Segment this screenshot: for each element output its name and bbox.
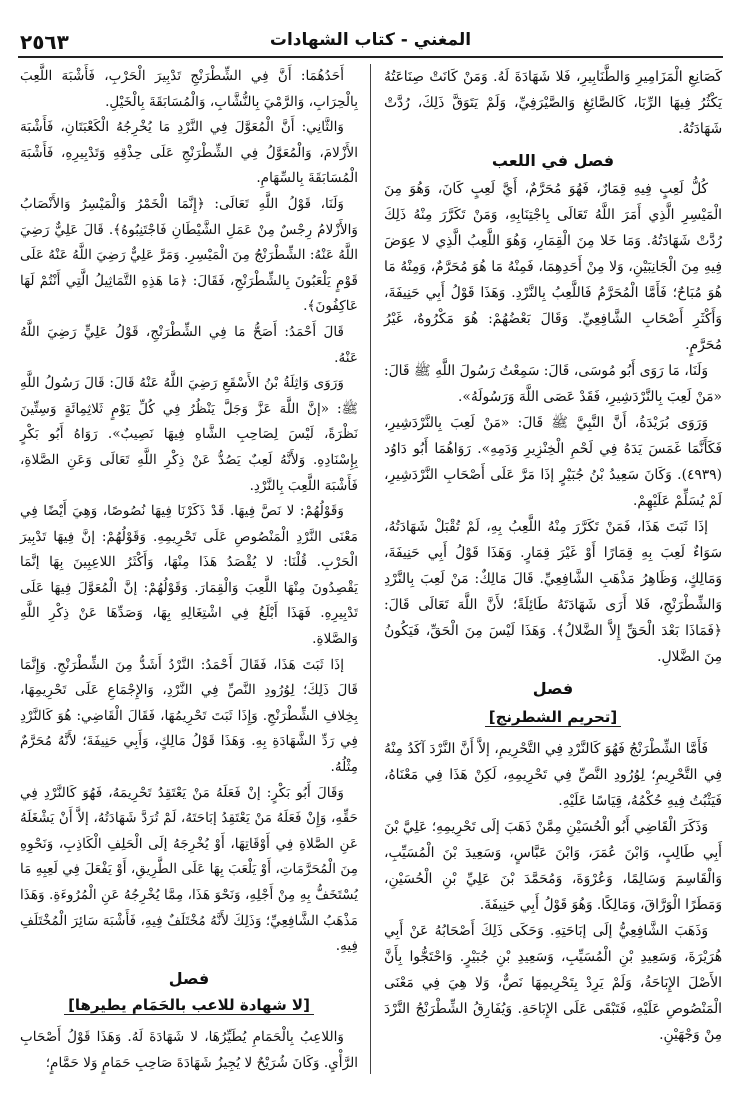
- section-subheading-text: [لا شهادة للاعب بالحَمَام يطيرها]: [64, 996, 314, 1015]
- section-subheading-text: [تحريم الشطرنج]: [485, 708, 622, 727]
- column-divider: [370, 64, 371, 1074]
- section-heading: فصل في اللعب: [491, 151, 615, 170]
- section-heading: فصل: [168, 968, 210, 988]
- paragraph: وَذَهَبَ الشَّافِعِيُّ إلَى إبَاحَتِهِ. وَحَكَى ذَلِكَ أَصْحَابُهُ عَنْ أَبِي هُرَيْرَةَ، وَسَعِيدِ بْنِ الْمُسَيِّبِ، وَسَعِيدِ بْنِ جُبَيْرٍ. وَاحْتَجُّوا بِأَنَّ الأَصْلَ الإِبَاحَةُ، وَلَمْ يَرِدْ بِتَحْرِيمِهَا نَصٌّ، وَلا هِيَ فِي مَعْنَى الْمَنْصُوصِ عَلَيْهِ، فَتَبْقَى عَلَى الإِبَاحَةِ. وَيُفَارِقُ الشِّطْرَنْجُ النَّرْدَ مِنْ وَجْهَيْنِ.: [384, 923, 722, 1043]
- paragraph: وَقَوْلُهُمْ: لا نَصَّ فِيهَا. قَدْ ذَكَرْنَا فِيهَا نُصُوصًا، وَهِيَ أَيْضًا فِي مَعْنَى النَّرْدِ الْمَنْصُوصِ عَلَى تَحْرِيمِهِ. وَقَوْلُهُمْ: إنَّ فِيهَا تَدْبِيرَ الْحَرْبِ. قُلْنَا: لا يُقْصَدُ هَذَا مِنْهَا، وَأَكْثَرُ اللاعِبِينَ بِهَا إنَّمَا يَقْصِدُونَ مِنْهَا اللَّعِبَ وَالْقِمَارَ. وَقَوْلُهُمْ: إنَّ الْمُعَوَّلَ فِيهَا عَلَى تَدْبِيرِهِ. فَهَذَا أَبْلَغُ فِي اشْتِغَالِهِ بِهَا، وَصَدِّهَا عَنْ ذِكْرِ اللَّهِ وَالصَّلاةِ.: [20, 503, 358, 648]
- paragraph: وَالثَّانِي: أَنَّ الْمُعَوَّلَ فِي النَّرْدِ مَا يُخْرِجُهُ الْكَعْبَتَانِ، فَأَشْبَهَ الأَزْلامَ، وَالْمُعَوَّلُ فِي الشِّطْرَنْجِ عَلَى حِذْقِهِ وَتَدْبِيرِهِ، فَأَشْبَهَ الْمُسَابَقَةَ بِالسِّهَامِ.: [20, 119, 358, 187]
- section-subheading: [20, 993, 358, 1019]
- paragraph: وَاللاعِبُ بِالْحَمَامِ يُطَيِّرُهَا، لا شَهَادَةَ لَهُ. وَهَذَا قَوْلُ أَصْحَابِ الرَّأْيِ. وَكَانَ شُرَيْحٌ لا يُجِيزُ شَهَادَةَ صَاحِبِ حَمَامٍ وَلا حَمَّامٍ؛: [20, 1028, 358, 1071]
- paragraph: قَالَ أَحْمَدُ: أَصَحُّ مَا فِي الشِّطْرَنْجِ، قَوْلُ عَلِيٍّ رَضِيَ اللَّهُ عَنْهُ.: [20, 323, 358, 366]
- paragraph: أَحَدُهُمَا: أَنَّ فِي الشِّطْرَنْجِ تَدْبِيرَ الْحَرْبِ، فَأَشْبَهَ اللَّعِبَ بِالْحِرَابِ، وَالرَّمْيَ بِالنُّشَّابِ، وَالْمُسَابَقَةَ بِالْخَيْلِ.: [20, 68, 358, 110]
- paragraph: إذَا ثَبَتَ هَذَا، فَقَالَ أَحْمَدُ: النَّرْدُ أَشَدُّ مِنَ الشِّطْرَنْجِ. وَإِنَّمَا قَالَ ذَلِكَ؛ لِوُرُودِ النَّصِّ فِي النَّرْدِ، وَالإِجْمَاعِ عَلَى تَحْرِيمِهَا، بِخِلافِ الشِّطْرَنْجِ. وَإِذَا ثَبَتَ تَحْرِيمُهَا، فَقَالَ الْقَاضِي: هُوَ كَالنَّرْدِ فِي رَدِّ الشَّهَادَةِ بِهِ. وَهَذَا قَوْلُ مَالِكٍ، وَأَبِي حَنِيفَةَ؛ لأَنَّهُ مُحَرَّمٌ مِثْلُهُ.: [20, 656, 358, 776]
- running-title: المغني - كتاب الشهادات: [269, 30, 472, 50]
- paragraph: وَلَنَا، مَا رَوَى أَبُو مُوسَى، قَالَ: سَمِعْتُ رَسُولَ اللَّهِ ﷺ قَالَ: «مَنْ لَعِبَ بِالنَّرْدَشِيرِ، فَقَدْ عَصَى اللَّهَ وَرَسُولَهُ».: [384, 363, 722, 405]
- paragraph: وَذَكَرَ الْقَاضِي أَبُو الْحُسَيْنِ مِمَّنْ ذَهَبَ إلَى تَحْرِيمِهِ؛ عَلِيَّ بْنَ أَبِي طَالِبٍ، وَابْنَ عُمَرَ، وَابْنَ عَبَّاسٍ، وَسَعِيدَ بْنَ الْمُسَيِّبِ، وَالْقَاسِمَ وَسَالِمًا، وَعُرْوَةَ، وَمُحَمَّدَ بْنَ عَلِيِّ بْنِ الْحُسَيْنِ، وَمَطَرًا الْوَرَّاقَ، وَمَالِكًا. وَهُوَ قَوْلُ أَبِي حَنِيفَةَ.: [384, 819, 722, 913]
- paragraph: فَأَمَّا الشِّطْرَنْجُ فَهُوَ كَالنَّرْدِ فِي التَّحْرِيمِ، إلاَّ أَنَّ النَّرْدَ آكَدُ مِنْهُ فِي التَّحْرِيمِ؛ لِوُرُودِ النَّصِّ فِي تَحْرِيمِهِ، لَكِنْ هَذَا فِي مَعْنَاهُ، فَيَثْبُتُ فِيهِ حُكْمُهُ، قِيَاسًا عَلَيْهِ.: [384, 741, 722, 809]
- page-number: ٢٥٦٣: [20, 30, 69, 54]
- paragraph: كُلُّ لَعِبٍ فِيهِ قِمَارٌ، فَهُوَ مُحَرَّمٌ، أَيَّ لَعِبٍ كَانَ، وَهُوَ مِنَ الْمَيْسِرِ الَّذِي أَمَرَ اللَّهُ تَعَالَى بِاجْتِنَابِهِ، وَمَنْ تَكَرَّرَ مِنْهُ ذَلِكَ رُدَّتْ شَهَادَتُهُ. وَمَا خَلا مِنَ الْقِمَارِ، وَهُوَ اللَّعِبُ الَّذِي لا عِوَضَ فِيهِ مِنَ الْجَانِبَيْنِ، وَلا مِنْ أَحَدِهِمَا، فَمِنْهُ مَا هُوَ مُحَرَّمٌ، وَمِنْهُ مَا هُوَ مُبَاحٌ؛ فَأَمَّا الْمُحَرَّمُ فَاللَّعِبُ بِالنَّرْدِ. وَهَذَا قَوْلُ أَبِي حَنِيفَةَ، وَأَكْثَرِ أَصْحَابِ الشَّافِعِيِّ. وَقَالَ بَعْضُهُمْ: هُوَ مَكْرُوهٌ، غَيْرُ مُحَرَّمٍ.: [384, 181, 722, 353]
- right-column: [384, 64, 722, 1048]
- paragraph: وَلَنَا، قَوْلُ اللَّهِ تَعَالَى: ﴿إِنَّمَا الْخَمْرُ وَالْمَيْسِرُ وَالأَنْصَابُ وَالأَزْلامُ رِجْسٌ مِنْ عَمَلِ الشَّيْطَانِ فَاجْتَنِبُوهُ﴾. قَالَ عَلِيٌّ رَضِيَ اللَّهُ عَنْهُ: الشِّطْرَنْجُ مِنَ الْمَيْسِرِ. وَمَرَّ عَلِيٌّ رَضِيَ اللَّهُ عَنْهُ عَلَى قَوْمٍ يَلْعَبُونَ بِالشِّطْرَنْجِ، فَقَالَ: ﴿مَا هَذِهِ التَّمَاثِيلُ الَّتِي أَنْتُمْ لَهَا عَاكِفُونَ﴾.: [20, 195, 358, 315]
- page-header: [18, 26, 723, 58]
- paragraph: وَرَوَى بُرَيْدَةُ، أَنَّ النَّبِيَّ ﷺ قَالَ: «مَنْ لَعِبَ بِالنَّرْدَشِيرِ، فَكَأَنَّمَا غَمَسَ يَدَهُ فِي لَحْمِ الْخِنْزِيرِ وَدَمِهِ». رَوَاهُمَا أَبُو دَاوُد (٤٩٣٩). وَكَانَ سَعِيدُ بْنُ جُبَيْرٍ إذَا مَرَّ عَلَى أَصْحَابِ النَّرْدَشِيرِ، لَمْ يُسَلِّمْ عَلَيْهِمْ.: [384, 415, 722, 509]
- paragraph: وَقَالَ أَبُو بَكْرٍ: إنْ فَعَلَهُ مَنْ يَعْتَقِدُ تَحْرِيمَهُ، فَهُوَ كَالنَّرْدِ فِي حَقِّهِ، وَإِنْ فَعَلَهُ مَنْ يَعْتَقِدُ إبَاحَتَهُ، لَمْ تُرَدَّ شَهَادَتُهُ، إلاَّ أَنْ يَشْغَلَهُ عَنِ الصَّلاةِ فِي أَوْقَاتِهَا، أَوْ يُخْرِجَهُ إلَى الْحَلِفِ الْكَاذِبِ، وَنَحْوِهِ مِنَ الْمُحَرَّمَاتِ، أَوْ يَلْعَبَ بِهَا عَلَى الطَّرِيقِ، أَوْ يَفْعَلَ فِي لَعِبِهِ مَا يُسْتَخَفُّ بِهِ مِنْ أَجْلِهِ، وَنَحْوَ هَذَا، مِمَّا يُخْرِجُهُ عَنِ الْمُرُوءَةِ. وَهَذَا مَذْهَبُ الشَّافِعِيِّ؛ وَذَلِكَ لأَنَّهُ مُخْتَلَفٌ فِيهِ، فَأَشْبَهَ سَائِرَ الْمُخْتَلَفِ فِيهِ.: [20, 784, 358, 955]
- section-subheading: [384, 704, 722, 730]
- section-heading: فصل: [532, 679, 574, 698]
- left-column: [20, 64, 358, 1076]
- paragraph: وَرَوَى وَاثِلَةُ بْنُ الأَسْقَعِ رَضِيَ اللَّهُ عَنْهُ قَالَ: قَالَ رَسُولُ اللَّهِ ﷺ: «إنَّ اللَّهَ عَزَّ وَجَلَّ يَنْظُرُ فِي كُلِّ يَوْمٍ ثَلاثِمِائَةٍ وَسِتِّينَ نَظْرَةً، لَيْسَ لِصَاحِبِ الشَّاهِ فِيهَا نَصِيبٌ». رَوَاهُ أَبُو بَكْرٍ بِإِسْنَادِهِ. وَلأَنَّهُ لَعِبٌ يَصُدُّ عَنْ ذِكْرِ اللَّهِ تَعَالَى وَعَنِ الصَّلاةِ، فَأَشْبَهَ اللَّعِبَ بِالنَّرْدِ.: [20, 375, 358, 494]
- paragraph: إذَا ثَبَتَ هَذَا، فَمَنْ تَكَرَّرَ مِنْهُ اللَّعِبُ بِهِ، لَمْ تُقْبَلْ شَهَادَتُهُ، سَوَاءٌ لَعِبَ بِهِ قِمَارًا أَوْ غَيْرَ قِمَارٍ. وَهَذَا قَوْلُ أَبِي حَنِيفَةَ، وَمَالِكٍ، وَظَاهِرُ مَذْهَبِ الشَّافِعِيِّ. قَالَ مَالِكٌ: مَنْ لَعِبَ بِالنَّرْدِ وَالشِّطْرَنْجِ، فَلا أَرَى شَهَادَتَهُ طَائِلَةً؛ لأَنَّ اللَّهَ تَعَالَى قَالَ: ﴿فَمَاذَا بَعْدَ الْحَقِّ إِلاَّ الضَّلالُ﴾. وَهَذَا لَيْسَ مِنَ الْحَقِّ، فَيَكُونُ مِنَ الضَّلالِ.: [384, 519, 722, 665]
- paragraph: كَصَانِعِ الْمَزَامِيرِ وَالطَّنَابِيرِ، فَلا شَهَادَةَ لَهُ. وَمَنْ كَانَتْ صِنَاعَتُهُ يَكْثُرُ فِيهَا الرِّبَا، كَالصَّائِغِ وَالصَّيْرَفِيِّ، وَلَمْ يَتَوَقَّ ذَلِكَ، رُدَّتْ شَهَادَتُهُ.: [384, 69, 722, 137]
